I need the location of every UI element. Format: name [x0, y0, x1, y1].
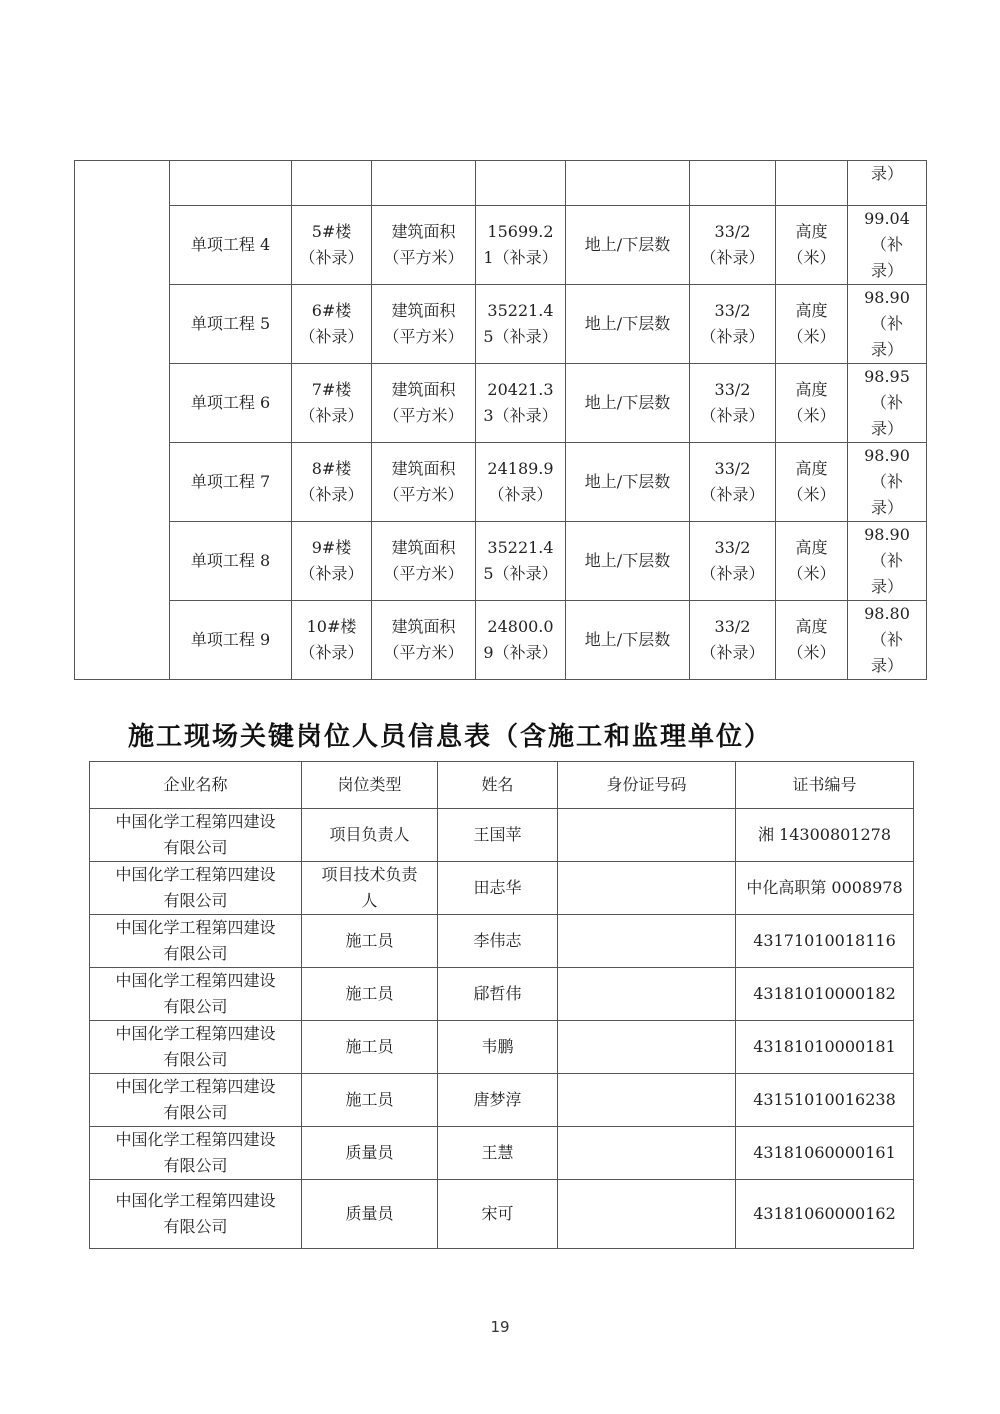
- area-value-cell: 24189.9 （补录）: [476, 443, 566, 522]
- id-number-cell: [558, 1180, 736, 1249]
- building-cell: 7#楼 （补录）: [292, 364, 372, 443]
- project-name-cell: 单项工程 6: [170, 364, 292, 443]
- project-name-cell: 单项工程 4: [170, 206, 292, 285]
- position-cell: 施工员: [302, 968, 438, 1021]
- name-cell: 李伟志: [438, 915, 558, 968]
- name-cell: 唐梦淳: [438, 1074, 558, 1127]
- floors-label-cell: 地上/下层数: [566, 206, 690, 285]
- project-name-cell: 单项工程 7: [170, 443, 292, 522]
- certificate-cell: 中化高职第 0008978: [736, 862, 914, 915]
- position-cell: 项目负责人: [302, 809, 438, 862]
- column-header: 身份证号码: [558, 762, 736, 809]
- table-row: [75, 522, 927, 601]
- area-label-cell: 建筑面积 （平方米）: [372, 364, 476, 443]
- table-row: [90, 1021, 914, 1074]
- id-number-cell: [558, 968, 736, 1021]
- id-number-cell: [558, 1021, 736, 1074]
- area-value-cell: 35221.4 5（补录）: [476, 285, 566, 364]
- floors-value-cell: 33/2 （补录）: [690, 206, 776, 285]
- name-cell: 郈哲伟: [438, 968, 558, 1021]
- height-label-cell: 高度 （米）: [776, 285, 848, 364]
- height-label-cell: 高度 （米）: [776, 206, 848, 285]
- company-cell: 中国化学工程第四建设 有限公司: [90, 862, 302, 915]
- building-cell: 6#楼 （补录）: [292, 285, 372, 364]
- height-label-cell: 高度 （米）: [776, 443, 848, 522]
- area-value-cell: 20421.3 3（补录）: [476, 364, 566, 443]
- building-cell: 8#楼 （补录）: [292, 443, 372, 522]
- page-number: 19: [490, 1318, 510, 1336]
- column-header: 姓名: [438, 762, 558, 809]
- building-cell: 10#楼 （补录）: [292, 601, 372, 680]
- floors-label-cell: 地上/下层数: [566, 364, 690, 443]
- table-row: [75, 161, 927, 206]
- floors-label-cell: 地上/下层数: [566, 443, 690, 522]
- company-cell: 中国化学工程第四建设 有限公司: [90, 1127, 302, 1180]
- area-label-cell: 建筑面积 （平方米）: [372, 443, 476, 522]
- project-table: [74, 160, 927, 680]
- table-row: [75, 601, 927, 680]
- building-cell: 9#楼 （补录）: [292, 522, 372, 601]
- height-label-cell: 高度 （米）: [776, 522, 848, 601]
- position-cell: 施工员: [302, 915, 438, 968]
- id-number-cell: [558, 1127, 736, 1180]
- position-cell: 施工员: [302, 1074, 438, 1127]
- company-cell: 中国化学工程第四建设 有限公司: [90, 915, 302, 968]
- area-label-cell: 建筑面积 （平方米）: [372, 206, 476, 285]
- position-cell: 项目技术负责 人: [302, 862, 438, 915]
- floors-value-cell: 33/2 （补录）: [690, 522, 776, 601]
- id-number-cell: [558, 1074, 736, 1127]
- id-number-cell: [558, 809, 736, 862]
- position-cell: 施工员: [302, 1021, 438, 1074]
- area-value-cell: 35221.4 5（补录）: [476, 522, 566, 601]
- floors-label-cell: 地上/下层数: [566, 601, 690, 680]
- company-cell: 中国化学工程第四建设 有限公司: [90, 1021, 302, 1074]
- floors-value-cell: 33/2 （补录）: [690, 443, 776, 522]
- area-value-cell: 24800.0 9（补录）: [476, 601, 566, 680]
- area-label-cell: 建筑面积 （平方米）: [372, 522, 476, 601]
- table-row: [90, 1180, 914, 1249]
- company-cell: 中国化学工程第四建设 有限公司: [90, 809, 302, 862]
- column-header: 企业名称: [90, 762, 302, 809]
- height-label-cell: 高度 （米）: [776, 364, 848, 443]
- table-row: [75, 206, 927, 285]
- table-row: [75, 443, 927, 522]
- position-cell: 质量员: [302, 1180, 438, 1249]
- column-header: 岗位类型: [302, 762, 438, 809]
- personnel-table: [89, 761, 914, 1249]
- table-row: [90, 1127, 914, 1180]
- company-cell: 中国化学工程第四建设 有限公司: [90, 968, 302, 1021]
- certificate-cell: 43181060000161: [736, 1127, 914, 1180]
- table-row: [90, 809, 914, 862]
- table-row: [75, 285, 927, 364]
- area-label-cell: 建筑面积 （平方米）: [372, 285, 476, 364]
- table-row: [90, 862, 914, 915]
- certificate-cell: 43181010000182: [736, 968, 914, 1021]
- certificate-cell: 湘 14300801278: [736, 809, 914, 862]
- floors-value-cell: 33/2 （补录）: [690, 601, 776, 680]
- height-value-cell: 98.90 （补 录）: [848, 285, 927, 364]
- area-value-cell: 15699.2 1（补录）: [476, 206, 566, 285]
- table-row: [90, 1074, 914, 1127]
- position-cell: 质量员: [302, 1127, 438, 1180]
- project-name-cell: 单项工程 9: [170, 601, 292, 680]
- table-row: [75, 364, 927, 443]
- name-cell: 田志华: [438, 862, 558, 915]
- floors-value-cell: 33/2 （补录）: [690, 285, 776, 364]
- height-label-cell: 高度 （米）: [776, 601, 848, 680]
- height-value-cell: 98.90 （补 录）: [848, 522, 927, 601]
- height-value-cell: 99.04 （补 录）: [848, 206, 927, 285]
- name-cell: 宋可: [438, 1180, 558, 1249]
- certificate-cell: 43171010018116: [736, 915, 914, 968]
- certificate-cell: 43151010016238: [736, 1074, 914, 1127]
- id-number-cell: [558, 862, 736, 915]
- height-value-cell: 98.90 （补 录）: [848, 443, 927, 522]
- column-header: 证书编号: [736, 762, 914, 809]
- building-cell: 5#楼 （补录）: [292, 206, 372, 285]
- table-row: [90, 968, 914, 1021]
- table-row: [90, 915, 914, 968]
- merged-left-cell: [75, 161, 170, 680]
- name-cell: 王国苹: [438, 809, 558, 862]
- floors-label-cell: 地上/下层数: [566, 522, 690, 601]
- floors-label-cell: 地上/下层数: [566, 285, 690, 364]
- height-value-cell: 录）: [848, 161, 927, 206]
- section-title: 施工现场关键岗位人员信息表（含施工和监理单位）: [128, 722, 773, 752]
- floors-value-cell: 33/2 （补录）: [690, 364, 776, 443]
- company-cell: 中国化学工程第四建设 有限公司: [90, 1074, 302, 1127]
- project-name-cell: 单项工程 8: [170, 522, 292, 601]
- height-value-cell: 98.95 （补 录）: [848, 364, 927, 443]
- project-name-cell: 单项工程 5: [170, 285, 292, 364]
- table-header-row: [90, 762, 914, 809]
- certificate-cell: 43181010000181: [736, 1021, 914, 1074]
- name-cell: 韦鹏: [438, 1021, 558, 1074]
- height-value-cell: 98.80 （补 录）: [848, 601, 927, 680]
- area-label-cell: 建筑面积 （平方米）: [372, 601, 476, 680]
- name-cell: 王慧: [438, 1127, 558, 1180]
- certificate-cell: 43181060000162: [736, 1180, 914, 1249]
- company-cell: 中国化学工程第四建设 有限公司: [90, 1180, 302, 1249]
- id-number-cell: [558, 915, 736, 968]
